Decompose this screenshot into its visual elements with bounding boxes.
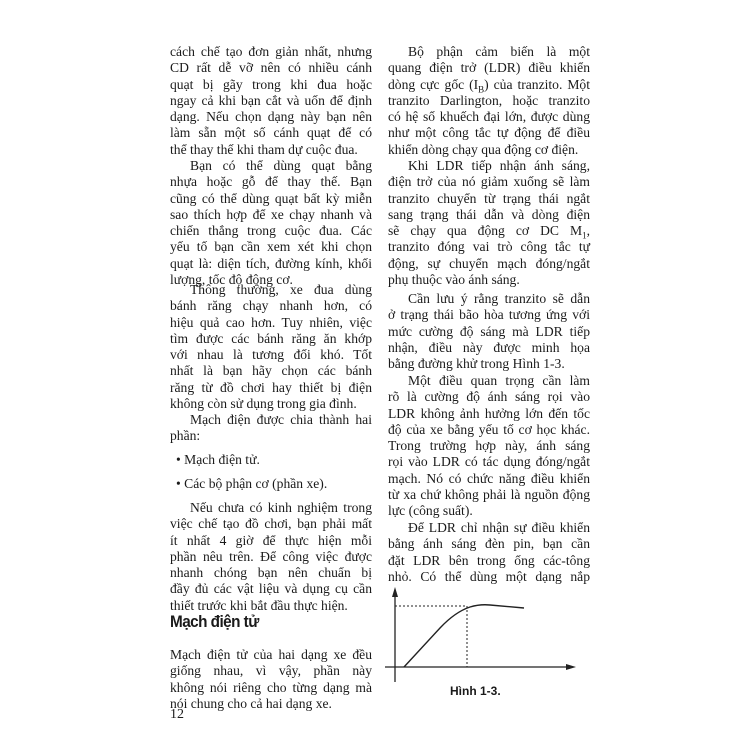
text-line: Để LDR chỉ nhận sự điều khiển <box>408 520 590 535</box>
section-heading: Mạch điện tử <box>170 612 259 631</box>
text-line: rõ là cường độ ánh sáng rọi vào <box>388 389 590 405</box>
text-segment: ) của tranzito. Một <box>484 76 590 92</box>
text-line: khiển dòng chạy qua động cơ điện. <box>388 141 579 157</box>
text-line: cách chế tạo đơn giản nhất, nhưng <box>170 44 372 59</box>
text-line: Bộ phận cảm biến là một <box>408 44 590 59</box>
text-segment: sẽ chạy qua động cơ DC M <box>388 223 583 239</box>
text-line: từ xa chứ không phải là nguồn động <box>388 487 590 503</box>
text-line: lực (công suất). <box>388 503 473 519</box>
text-line: rọi vào LDR có tác dụng đóng/ngắt <box>388 454 590 470</box>
text-line: Thông thường, xe đua dùng <box>190 282 372 297</box>
text-line: bánh răng chạy nhanh hơn, có <box>170 298 372 314</box>
text-line: tranzito Darlington, hoặc tranzito <box>388 92 590 108</box>
text-line: yếu tố bạn cần xem xét khi chọn <box>170 239 372 255</box>
text-line: bằng đường khử trong Hình 1-3. <box>388 356 565 372</box>
figure-caption: Hình 1-3. <box>450 684 501 698</box>
text-line: việc chế tạo đồ chơi, bạn phải mất <box>170 516 372 532</box>
text-line: Khi LDR tiếp nhận ánh sáng, <box>408 158 590 173</box>
text-line: Nếu chưa có kinh nghiệm trong <box>190 500 372 515</box>
text-line: phụ thuộc vào ánh sáng. <box>388 272 520 288</box>
text-line: mức cường độ sáng mà LDR tiếp <box>388 323 590 339</box>
text-line: nhất là bạn hãy chọn các bánh <box>170 363 372 379</box>
text-line: cũng có thể dùng quạt bất kỳ miễn <box>170 190 372 206</box>
text-line: giống nhau, vì vậy, phần này <box>170 663 372 679</box>
text-line: tìm được các bánh răng ăn khớp <box>170 330 372 346</box>
text-line: sang trạng thái dẫn và dòng điện <box>388 206 590 222</box>
text-segment: , <box>586 223 590 239</box>
text-line: đầy đủ các vật liệu và dụng cụ cần <box>170 581 372 597</box>
text-line: • Mạch điện tử. <box>176 452 260 467</box>
text-line: Mạch điện được chia thành hai <box>190 412 372 427</box>
text-line: thể thay thế khi tham dự cuộc đua. <box>170 141 358 157</box>
text-line: sao thích hợp để xe chạy nhanh và <box>170 206 372 222</box>
text-line: đặt LDR bên trong ống các-tông <box>388 552 590 568</box>
text-line: ít nhất 4 giờ để thực hiện mỗi <box>170 532 372 548</box>
page-number: 12 <box>170 707 184 722</box>
text-line: tranzito đóng vai trò công tắc tự <box>388 239 590 255</box>
text-line: quạt bị gãy trong khi đua hoặc <box>170 76 372 92</box>
text-line: như một công tắc tự động để điều <box>388 125 590 141</box>
text-line: chiến thắng trong cuộc đua. Các <box>170 223 372 239</box>
text-line: nói chung cho cả hai dạng xe. <box>170 695 332 711</box>
text-line: thiết trước khi bắt đầu thực hiện. <box>170 597 348 613</box>
subscript: B <box>478 84 485 95</box>
text-line: nhỏ. Có thể dùng một dạng nắp <box>388 568 590 584</box>
text-line: nhận, điều này được minh họa <box>388 339 590 355</box>
text-line: Một điều quan trọng cần làm <box>408 373 590 388</box>
text-line: bằng ánh sáng đèn pin, bạn cần <box>388 536 590 552</box>
text-line: ở trạng thái bão hòa tương ứng với <box>388 307 590 323</box>
response-curve <box>404 605 524 667</box>
text-line: ngay cả khi bạn cắt và uốn để định <box>170 92 372 108</box>
text-line: không còn sử dụng trong gia đình. <box>170 396 357 412</box>
text-line: quạt là: diện tích, đường kính, khối <box>170 255 372 271</box>
text-line: nhựa hoặc gỗ để thay thế. Bạn <box>170 174 372 190</box>
subscript: 1 <box>582 230 587 241</box>
text-line: LDR không ảnh hưởng lớn đến tốc <box>388 405 590 421</box>
text-line: phần nêu trên. Để công việc được <box>170 548 372 564</box>
text-line: dạng. Nếu chọn dạng này bạn nên <box>170 109 372 125</box>
text-line: Bạn có thể dùng quạt bằng <box>190 158 372 173</box>
text-line: mạch. Nó có chức năng điều khiển <box>388 470 590 486</box>
text-line: có hệ số khuếch đại lớn, được dùng <box>388 109 590 125</box>
text-line: quang điện trở (LDR) điều khiển <box>388 60 590 76</box>
text-line: hiệu quả cao hơn. Tuy nhiên, việc <box>170 314 372 330</box>
text-line: • Các bộ phận cơ (phần xe). <box>176 476 328 491</box>
text-line: làm sẵn một số cánh quạt để có <box>170 125 372 141</box>
text-segment: dòng cực gốc (I <box>388 76 479 92</box>
text-line: điện trở của nó giảm xuống sẽ làm <box>388 174 590 190</box>
text-line: lượng, tốc độ động cơ. <box>170 272 293 288</box>
text-line: không nói riêng cho từng dạng mà <box>170 679 372 695</box>
text-line: nhanh chóng bạn nên chuẩn bị <box>170 565 372 581</box>
text-line: độ của xe bằng yếu tố cơ học khác. <box>388 421 590 437</box>
text-line: CD rất dễ vỡ nên có nhiều cánh <box>170 60 372 76</box>
text-line: Mạch điện tử của hai dạng xe đều <box>170 647 372 662</box>
text-line: răng từ đồ chơi hay thiết bị điện <box>170 379 372 395</box>
x-axis-arrow-icon <box>566 664 576 670</box>
text-line: tranzito chuyển từ trạng thái ngắt <box>388 190 590 206</box>
text-line: Trong trường hợp này, ánh sáng <box>388 438 590 454</box>
text-line: động, sự chuyển mạch đóng/ngắt <box>388 255 590 271</box>
y-axis-arrow-icon <box>392 587 398 597</box>
text-line: phần: <box>170 428 201 444</box>
text-line: Cần lưu ý rằng tranzito sẽ dẫn <box>408 291 590 306</box>
text-line: với nhau là tương đối khó. Tốt <box>170 347 372 363</box>
